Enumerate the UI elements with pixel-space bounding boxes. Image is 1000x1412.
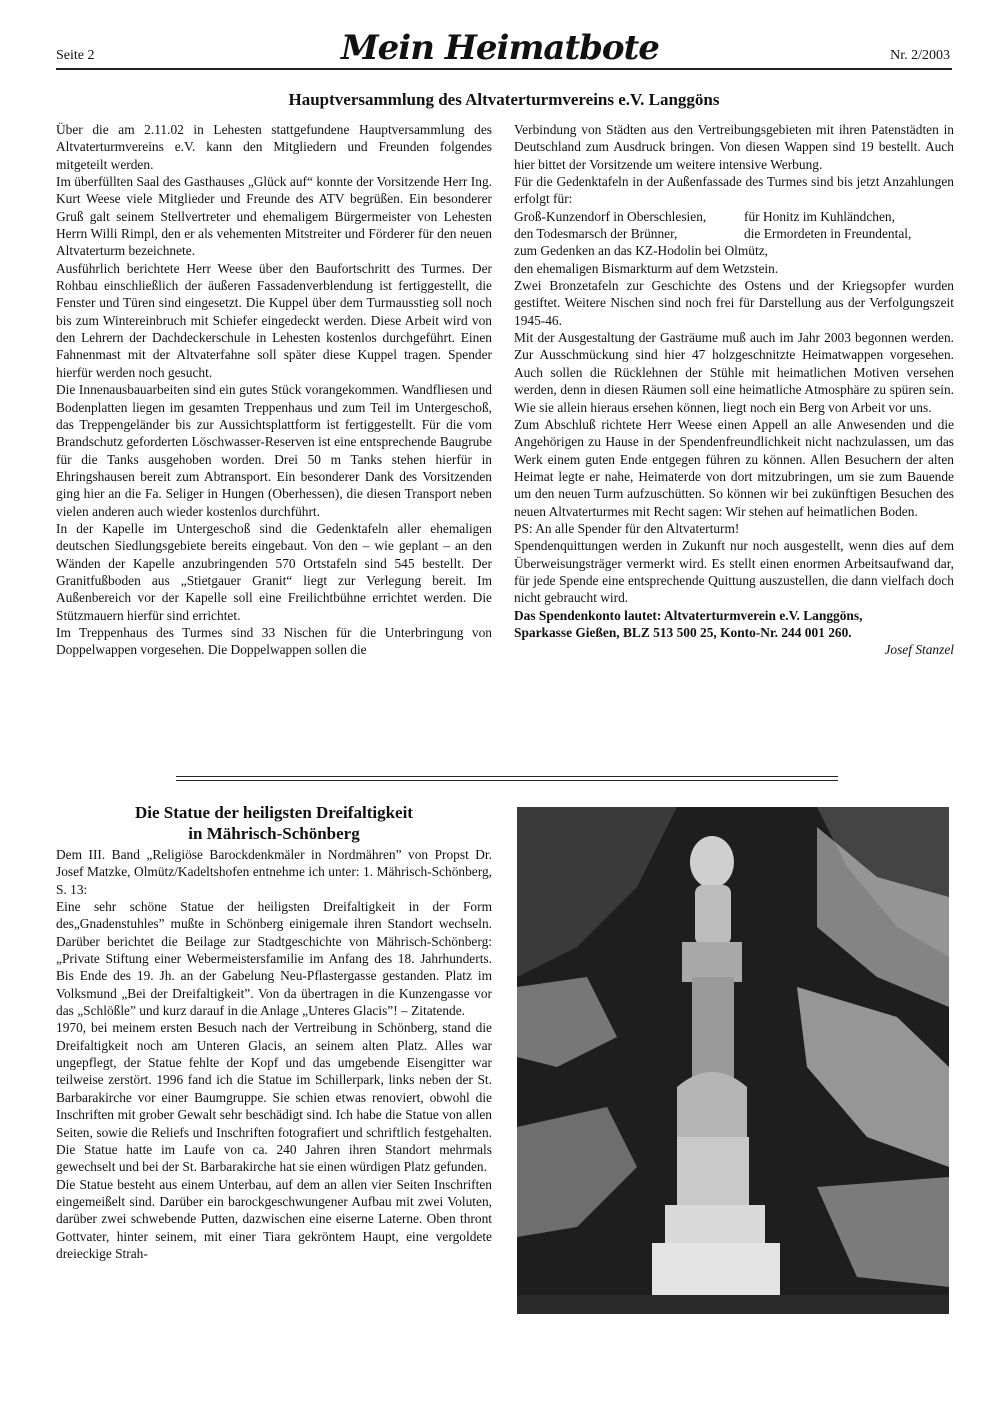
list-item: die Ermordeten in Freundental,	[744, 226, 912, 242]
article-column	[56, 846, 492, 1262]
paragraph: Mit der Ausgestaltung der Gasträume muß auch im Jahr 2003 begonnen werden. Zur Ausschmückung sind hier 47 holzgeschnitzte Heimatwappen vorgesehen. Auch sollen die Rücklehnen der Stühle mit heimatlichen Motiven versehen werden, denn in diesen Räumen soll eine heimatliche Atmosphäre zu spüren sein. Wie sie allein hieraus ersehen können, liegt noch ein Berg von Arbeit vor uns.	[514, 330, 954, 415]
paragraph: Zum Abschluß richtete Herr Weese einen Appell an alle Anwesenden und die Angehörigen zu Hause in der Spendenfreundlichkeit nicht nachzulassen, um das Werk einem guten Ende entgegen führen zu können. Allen Besuchern der alten Heimat legte er nahe, Heimaterde von dort mitzubringen, um sie zum Bauende um den neuen Turm aufzuschütten. So können wir bei zukünftigen Besuchen des neuen Altvaterturmes mit Recht sagen: Wir stehen auf heimatlichen Boden.	[514, 416, 954, 519]
list-item: für Honitz im Kuhländchen,	[744, 208, 895, 224]
section-divider	[176, 776, 838, 777]
article-title	[56, 802, 492, 844]
title-line: Die Statue der heiligsten Dreifaltigkeit	[135, 803, 413, 822]
paragraph: PS: An alle Spender für den Altvaterturm!	[514, 520, 740, 536]
paragraph: Die Statue besteht aus einem Unterbau, auf dem an allen vier Seiten Inschriften eingemeißelt sind. Darüber ein barockgeschwungener Aufbau mit zwei Voluten, darüber zwei schwebende Putten, dazwischen eine eiserne Laterne. Oben thront Gottvater, hinter seinem, mit einer Tiara gekröntem Haupt, eine vergoldete dreieckige Strah-	[56, 1176, 492, 1261]
statue-photo-illustration	[517, 807, 949, 1314]
article-title: Hauptversammlung des Altvaterturmvereins e.V. Langgöns	[288, 90, 720, 109]
paragraph: Ausführlich berichtete Herr Weese über den Baufortschritt des Turmes. Der Rohbau einschließlich der äußeren Fassadenverblendung ist fertiggestellt, die Fenster und Türen sind eingesetzt. Die Kuppel über dem Turmausstieg soll noch bis zum Wintereinbruch mit Schiefer eingedeckt werden. Diese Arbeit wird von den Lehrern der Dachdeckerschule in Lehesten kostenlos durchgeführt. Einen Fahnenmast mit der Altvaterfahne soll später diese Kuppel tragen. Spender hierfür werden noch gesucht.	[56, 260, 492, 380]
list-item: den Todesmarsch der Brünner,	[514, 226, 678, 242]
paragraph: Verbindung von Städten aus den Vertreibungsgebieten mit ihren Patenstädten in Deutschland zum Ausdruck bringen. Von diesen Wappen sind 19 bestellt. Auch hier bittet der Vorsitzende um weitere intensive Werbung.	[514, 122, 954, 172]
list-item: zum Gedenken an das KZ-Hodolin bei Olmütz,	[514, 243, 768, 259]
paragraph: Zwei Bronzetafeln zur Geschichte des Ostens und der Kriegsopfer wurden gestiftet. Weitere Nischen sind noch frei für Darstellung aus der Verfolgungszeit 1945-46.	[514, 278, 954, 328]
article-column-right	[514, 121, 954, 659]
paragraph: Im Treppenhaus des Turmes sind 33 Nischen für die Unterbringung von Doppelwappen vorgesehen. Die Doppelwappen sollen die	[56, 624, 492, 658]
paragraph: Über die am 2.11.02 in Lehesten stattgefundene Hauptversammlung des Altvaterturmvereins e.V. kann den Mitgliedern und Freunden folgendes mitgeteilt werden.	[56, 122, 492, 172]
paragraph: In der Kapelle im Untergeschoß sind die Gedenktafeln aller ehemaligen deutschen Siedlungsgebiete bereits eingebaut. Von den – wie geplant – an den Wänden der Kapelle anzubringenden 570 Ortstafeln sind 545 bestellt. Der Granitfußboden aus „Stietgauer Granit“ liegt zur Verlegung bereit. Im Außenbereich vor der Kapelle soll eine Freilichtbühne errichtet werden. Die Stützmauern hierfür sind errichtet.	[56, 520, 492, 623]
account-line: Sparkasse Gießen, BLZ 513 500 25, Konto-Nr. 244 001 260.	[514, 624, 852, 640]
paragraph: 1970, bei meinem ersten Besuch nach der Vertreibung in Schönberg, stand die Dreifaltigkeit noch am Unteren Glacis, an seinem alten Platz. Alles war ungepflegt, der Statue fehlte der Kopf und das umgebende Eisengitter war teilweise zerstört. 1996 fand ich die Statue im Schillerpark, links neben der St. Barbarakirche vor einer Baumgruppe. Sie schien etwas renoviert, obwohl die Inschriften mit grober Gewalt sehr beschädigt sind. Ich habe die Statue von allen Seiten, sowie die Reliefs und Inschriften fotografiert und schriftlich festgehalten. Die Statue hatte im Laufe von ca. 240 Jahren ihren Standort mehrmals gewechselt und bei der St. Barbarakirche hat sie einen würdigen Platz gefunden.	[56, 1020, 492, 1175]
paragraph: Eine sehr schöne Statue der heiligsten Dreifaltigkeit in der Form des„Gnadenstuhles” mußte in Schönberg einigemale ihren Standort wechseln. Darüber berichtet die Beilage zur Stadtgeschichte von Mährisch-Schönberg: „Private Stiftung einer Webermeistersfamilie im Anfang des 18. Jahrhunderts. Bis Ende des 19. Jh. an der Gabelung Neu-Pflastergasse gestanden. Platz im Volksmund „Bei der Dreifaltigkeit”. Von da übertragen in die Kunzengasse vor das „Schlößle” und kurz darauf in die Anlage „Unteres Glacis”! – Zitatende.	[56, 899, 492, 1019]
issue-number: Nr. 2/2003	[890, 48, 950, 63]
page-number: Seite 2	[56, 48, 95, 63]
paragraph: Spendenquittungen werden in Zukunft nur noch ausgestellt, wenn dies auf dem Überweisungsträger vermerkt wird. Es stellt einen enormen Arbeitsaufwand dar, für jede Spende eine entsprechende Quittung auszustellen, die dann vielfach doch nicht gebraucht wird.	[514, 538, 954, 606]
masthead-logo: Mein Heimatbote	[341, 28, 659, 68]
list-item: den ehemaligen Bismarkturm auf dem Wetzstein.	[514, 260, 779, 276]
memorial-list	[514, 208, 954, 243]
article-column-left	[56, 121, 492, 659]
paragraph: Dem III. Band „Religiöse Barockdenkmäler in Nordmähren” von Propst Dr. Josef Matzke, Olmütz/Kadeltshofen entnehme ich unter: 1. Mährisch-Schönberg, S. 13:	[56, 847, 492, 897]
account-line: Das Spendenkonto lautet: Altvaterturmverein e.V. Langgöns,	[514, 607, 863, 623]
paragraph: Im überfüllten Saal des Gasthauses „Glück auf“ konnte der Vorsitzende Herr Ing. Kurt Weese viele Mitglieder und Freunde des ATV begrüßen. Ein besonderer Gruß galt seinem Stellvertreter und ehemaligem Bürgermeister von Lehesten Herrn Willi Rimpl, den er als vehementen Mitstreiter und Förderer für den neuen Altvaterturm bezeichnete.	[56, 174, 492, 259]
list-item: Groß-Kunzendorf in Oberschlesien,	[514, 208, 707, 224]
section-divider	[176, 780, 838, 781]
statue-photo	[517, 807, 949, 1314]
paragraph: Für die Gedenktafeln in der Außenfassade des Turmes sind bis jetzt Anzahlungen erfolgt für:	[514, 174, 954, 207]
paragraph: Die Innenausbauarbeiten sind ein gutes Stück vorangekommen. Wandfliesen und Bodenplatten liegen im gesamten Treppenhaus und zum Teil im Untergeschoß, das Treppengeländer bis zur Aussichtsplattform ist fertiggestellt. Für die vom Brandschutz geforderten Löschwasser-Reserven ist eine entsprechende Baugrube für die Tanks ausgehoben worden. Drei 50 m Tanks stehen hierfür in Ehringshausen bereit zum Abtransport. Ein besonderer Dank des Vorsitzenden ging hier an die Fa. Seliger in Hungen (Oberhessen), die diesen Transport neben vielen anderen auch wieder kostenlos durchführt.	[56, 382, 492, 519]
header-rule	[56, 68, 952, 70]
author: Josef Stanzel	[884, 642, 954, 658]
title-line: in Mährisch-Schönberg	[188, 824, 360, 843]
